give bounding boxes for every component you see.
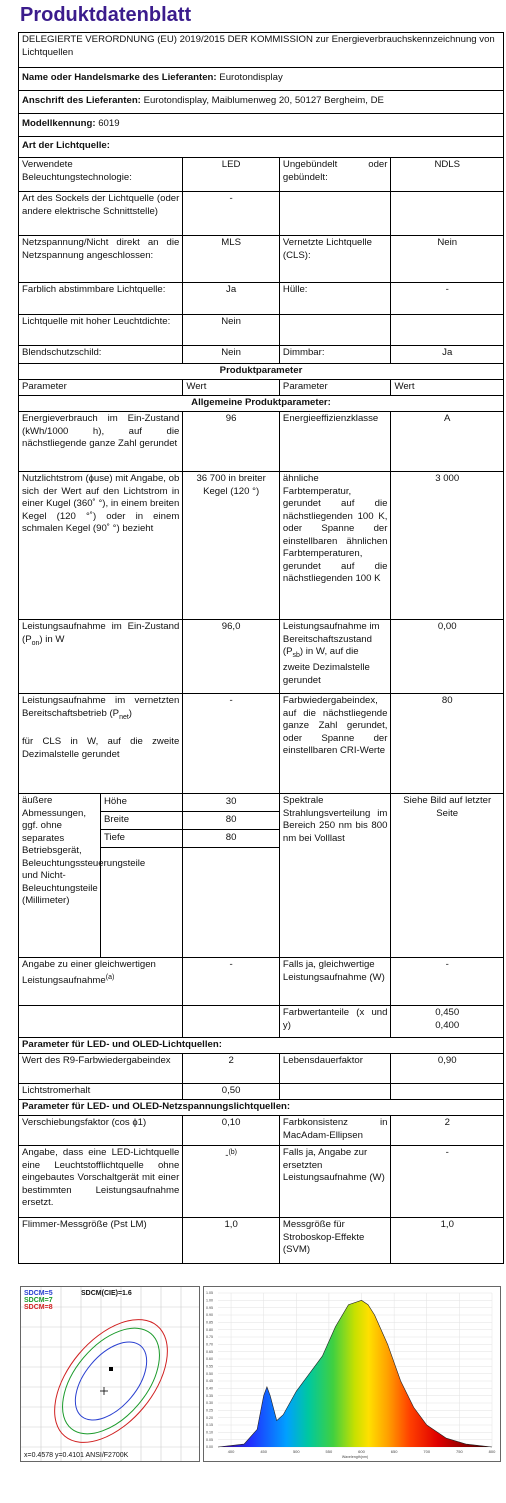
led-header-row: [18, 1038, 504, 1054]
y-tick-label: 1.00: [206, 1298, 213, 1303]
x-tick-label: 800: [488, 1449, 496, 1454]
supplier-name-row: [18, 68, 504, 91]
table-row: [18, 472, 504, 620]
supplier-address-row: [18, 91, 504, 114]
table-row: [18, 1218, 504, 1264]
table-cell: Wert des R9-Farbwiedergabeindex: [19, 1054, 183, 1083]
x-tick-label: 550: [325, 1449, 333, 1454]
dimension-name: Tiefe: [101, 830, 182, 848]
spectrum-svg: [204, 1287, 500, 1461]
table-row: [18, 236, 504, 283]
table-cell: ähnliche Farbtemperatur, gerundet auf die nächstliegenden 100 K, oder Spanne der einstellbaren ähnlichen Farbtemperaturen, gerundet auf die nächstliegenden 100 K: [280, 472, 392, 619]
light-type-header: Art der Lichtquelle:: [22, 140, 110, 151]
table-cell: Ungebündelt oder gebündelt:: [280, 158, 392, 191]
table-cell: Falls ja, gleichwertige Leistungsaufnahme (W): [280, 958, 392, 1005]
model-row: [18, 114, 504, 137]
table-cell: A: [444, 413, 451, 424]
column-header-row: [18, 380, 504, 396]
table-row: [18, 158, 504, 192]
table-cell: Farbwertanteile (x und y): [280, 1006, 392, 1037]
table-cell: Leistungsaufnahme im Ein-Zustand $(P_{on})$ in W: [19, 620, 183, 693]
dimension-name: Höhe: [101, 794, 182, 812]
y-tick-label: 0.85: [206, 1320, 213, 1325]
measured-point-marker: [109, 1367, 113, 1371]
table-cell: -: [445, 959, 449, 970]
supplier-name: Eurotondisplay: [219, 72, 283, 83]
table-cell: -: [445, 1147, 449, 1158]
table-cell: Vernetzte Lichtquelle (CLS):: [280, 236, 392, 282]
sdcm-ellipse-7: [44, 1310, 179, 1451]
table-cell: Leistungsaufnahme im vernetzten Bereitschaftsbetrieb $(P_{net})$ für CLS in W, auf die zweite Dezimalstelle gerundet: [19, 694, 183, 793]
table-cell: Ja: [442, 347, 453, 358]
table-cell: 0,450 0,400: [435, 1007, 460, 1031]
table-cell: 96: [183, 412, 280, 471]
table-row: [18, 958, 504, 1006]
table-cell: 96,0: [183, 620, 280, 693]
table-cell: -: [183, 694, 280, 793]
table-row: [18, 1006, 504, 1038]
table-cell: Angabe, dass eine LED-Lichtquelle eine Leuchtstofflichtquelle ohne eingebautes Vorschaltgerät mit einer bestimmten Leistungsaufnahme ersetzt.: [19, 1146, 183, 1217]
spectrum-chart: [203, 1286, 501, 1462]
table-cell: Nein: [437, 237, 458, 248]
x-tick-label: 600: [358, 1449, 365, 1454]
table-cell: NDLS: [434, 159, 461, 170]
table-cell: Art des Sockels der Lichtquelle (oder andere elektrische Schnittstelle): [19, 192, 183, 235]
y-tick-label: 1.05: [206, 1291, 213, 1296]
x-tick-label: 450: [260, 1449, 268, 1454]
table-row: [18, 315, 504, 346]
table-cell: Blendschutzschild:: [19, 346, 183, 363]
y-tick-label: 0.45: [206, 1379, 213, 1384]
dimension-value: 80: [183, 830, 279, 848]
product-params-header: Produktparameter: [219, 365, 303, 376]
table-cell: -: [183, 192, 280, 235]
table-cell: [183, 1006, 280, 1037]
table-cell: 36 700 in breiter Kegel (120 °): [183, 472, 280, 619]
y-tick-label: 0.90: [206, 1313, 213, 1318]
x-tick-label: 750: [456, 1449, 463, 1454]
sdcm-svg: [21, 1287, 199, 1461]
supplier-address: Eurotondisplay, Maiblumenweg 20, 50127 Bergheim, DE: [143, 95, 384, 106]
table-row: [18, 283, 504, 315]
table-cell: Siehe Bild auf letzter Seite: [403, 795, 492, 819]
dimension-value: 30: [183, 794, 279, 812]
table-cell: -: [445, 284, 449, 295]
table-cell: 80: [441, 695, 453, 706]
y-tick-label: 0.00: [206, 1445, 213, 1450]
table-cell: LED: [183, 158, 280, 191]
y-tick-label: 0.60: [206, 1357, 213, 1362]
table-cell: [280, 192, 392, 235]
table-cell: 2: [444, 1117, 450, 1128]
y-tick-label: 0.40: [206, 1386, 213, 1391]
charts-area: [18, 1278, 504, 1468]
table-cell: Lebensdauerfaktor: [280, 1054, 392, 1083]
sdcm-ellipse-5: [62, 1329, 161, 1433]
column-header: Wert: [394, 381, 415, 392]
y-tick-label: 0.05: [206, 1437, 213, 1442]
table-cell: Lichtstromerhalt: [19, 1084, 183, 1099]
column-header: Parameter: [280, 380, 392, 395]
table-row: [18, 1084, 504, 1100]
light-type-header-row: [18, 137, 504, 158]
table-cell: Nutzlichtstrom (ɸuse) mit Angabe, ob sich der Wert auf den Lichtstrom in einer Kugel (360˚ °), in einem breiten Kegel (120 °˚) oder in einem schmalen Kegel (90˚ °) bezieht: [19, 472, 183, 619]
table-row: [18, 620, 504, 694]
table-row: [18, 346, 504, 364]
y-tick-label: 0.35: [206, 1393, 213, 1398]
table-cell: 3 000: [435, 473, 460, 484]
x-tick-label: 500: [292, 1449, 300, 1454]
table-cell: Leistungsaufnahme im Bereitschaftszustand $(P_{sb})$ in W, auf die zweite Dezimalstelle gerundet: [280, 620, 392, 693]
y-tick-labels: [206, 1291, 213, 1449]
table-cell: [280, 315, 392, 345]
y-tick-label: 0.20: [206, 1415, 213, 1420]
table-cell: -: [183, 958, 280, 1005]
y-tick-label: 0.25: [206, 1408, 213, 1413]
table-cell: Energieverbrauch im Ein-Zustand (kWh/1000 h), auf die nächstliegende ganze Zahl gerundet: [19, 412, 183, 471]
table-cell: Energieeffizienzklasse: [280, 412, 392, 471]
table-cell: 0,10: [183, 1116, 280, 1145]
table-cell: Spektrale Strahlungsverteilung im Bereich 250 nm bis 800 nm bei Volllast: [280, 794, 392, 957]
sdcm-ellipse-chart: [20, 1286, 200, 1462]
mls-params-header: Parameter für LED- und OLED-Netzspannungslichtquellen:: [22, 1101, 291, 1112]
supplier-address-label: Anschrift des Lieferanten:: [22, 95, 141, 106]
y-tick-label: 0.55: [206, 1364, 213, 1369]
y-tick-label: 0.15: [206, 1423, 213, 1428]
table-cell: Netzspannung/Nicht direkt an die Netzspannung angeschlossen:: [19, 236, 183, 282]
page-title: Produktdatenblatt: [20, 4, 192, 26]
table-cell: 0,50: [183, 1084, 280, 1099]
table-cell: 2: [183, 1054, 280, 1083]
table-cell: Farbkonsistenz in MacAdam-Ellipsen: [280, 1116, 392, 1145]
regulation-subtitle: DELEGIERTE VERORDNUNG (EU) 2019/2015 DER KOMMISSION zur Energieverbrauchskennzeichnung von Lichtquellen: [22, 34, 495, 58]
sdcm-footer: x=0.4578 y=0.4101 ANSI/F2700K: [24, 1452, 129, 1459]
dimensions-label: äußere Abmessungen, ggf. ohne separates Betriebsgerät, Beleuchtungssteuerungsteile und Nicht-Beleuchtungsteile (Millimeter): [19, 794, 101, 957]
sdcm-legend-5: SDCM=5: [24, 1290, 53, 1297]
general-params-header: Allgemeine Produktparameter:: [191, 397, 331, 408]
dimensions-row: [18, 794, 504, 958]
table-cell: Messgröße für Stroboskop-Effekte (SVM): [280, 1218, 392, 1263]
table-cell: Falls ja, Angabe zur ersetzten Leistungsaufnahme (W): [280, 1146, 392, 1217]
table-cell: Dimmbar:: [280, 346, 392, 363]
table-cell: Verwendete Beleuchtungstechnologie:: [19, 158, 183, 191]
table-cell: [391, 315, 503, 345]
supplier-name-label: Name oder Handelsmarke des Lieferanten:: [22, 72, 217, 83]
x-tick-labels: [228, 1449, 496, 1454]
model-id: 6019: [98, 118, 120, 129]
model-label: Modellkennung:: [22, 118, 96, 129]
table-cell: 0,90: [437, 1055, 457, 1066]
table-cell: Farbwiedergabeindex, auf die nächstliegende ganze Zahl gerundet, oder Spanne der einstellbaren CRI-Werte: [280, 694, 392, 793]
table-cell: [391, 1084, 503, 1099]
sdcm-legend-8: SDCM=8: [24, 1304, 53, 1311]
table-cell: [391, 192, 503, 235]
dimension-value: 80: [183, 812, 279, 830]
table-cell: MLS: [183, 236, 280, 282]
product-params-header-row: [18, 364, 504, 380]
sdcm-title: SDCM(CIE)=1.6: [81, 1290, 132, 1297]
y-tick-label: 0.80: [206, 1327, 213, 1332]
column-header: Parameter: [19, 380, 183, 395]
table-cell: Flimmer-Messgröße (Pst LM): [19, 1218, 183, 1263]
column-header: Wert: [183, 380, 280, 395]
sdcm-legend-7: SDCM=7: [24, 1297, 53, 1304]
y-tick-label: 0.10: [206, 1430, 213, 1435]
general-header-row: [18, 396, 504, 412]
subtitle-row: [18, 32, 504, 68]
x-tick-label: 400: [227, 1449, 235, 1454]
table-cell: [280, 1084, 392, 1099]
table-cell: Nein: [183, 315, 280, 345]
x-tick-label: 700: [423, 1449, 431, 1454]
table-cell: [19, 1006, 183, 1037]
table-cell: -$^{(b)}$: [183, 1146, 280, 1217]
table-cell: Ja: [183, 283, 280, 314]
dimension-name: Breite: [101, 812, 182, 830]
sdcm-legend: [24, 1290, 53, 1311]
table-cell: Lichtquelle mit hoher Leuchtdichte:: [19, 315, 183, 345]
table-cell: Hülle:: [280, 283, 392, 314]
table-cell: 1,0: [440, 1219, 454, 1230]
led-params-header: Parameter für LED- und OLED-Lichtquellen:: [22, 1039, 222, 1050]
y-tick-label: 0.75: [206, 1335, 213, 1340]
y-tick-label: 0.50: [206, 1371, 213, 1376]
y-tick-label: 0.65: [206, 1349, 213, 1354]
y-tick-label: 0.95: [206, 1305, 213, 1310]
product-data-sheet: [18, 2, 504, 1264]
mls-header-row: [18, 1100, 504, 1116]
table-row: [18, 694, 504, 794]
table-cell: Farblich abstimmbare Lichtquelle:: [19, 283, 183, 314]
sdcm-ellipse-8: [33, 1299, 190, 1461]
y-tick-label: 0.70: [206, 1342, 213, 1347]
y-tick-label: 0.30: [206, 1401, 213, 1406]
table-cell: Angabe zu einer gleichwertigen Leistungsaufnahme$^{(a)}$: [19, 958, 183, 1005]
table-row: [18, 1054, 504, 1084]
table-row: [18, 192, 504, 236]
table-cell: 1,0: [183, 1218, 280, 1263]
table-cell: Verschiebungsfaktor (cos ɸ1): [19, 1116, 183, 1145]
x-axis-label: Wavelength(nm): [341, 1455, 369, 1459]
table-row: [18, 412, 504, 472]
table-cell: 0,00: [437, 621, 457, 632]
table-row: [18, 1146, 504, 1218]
table-row: [18, 1116, 504, 1146]
table-cell: Nein: [183, 346, 280, 363]
x-tick-label: 650: [390, 1449, 398, 1454]
